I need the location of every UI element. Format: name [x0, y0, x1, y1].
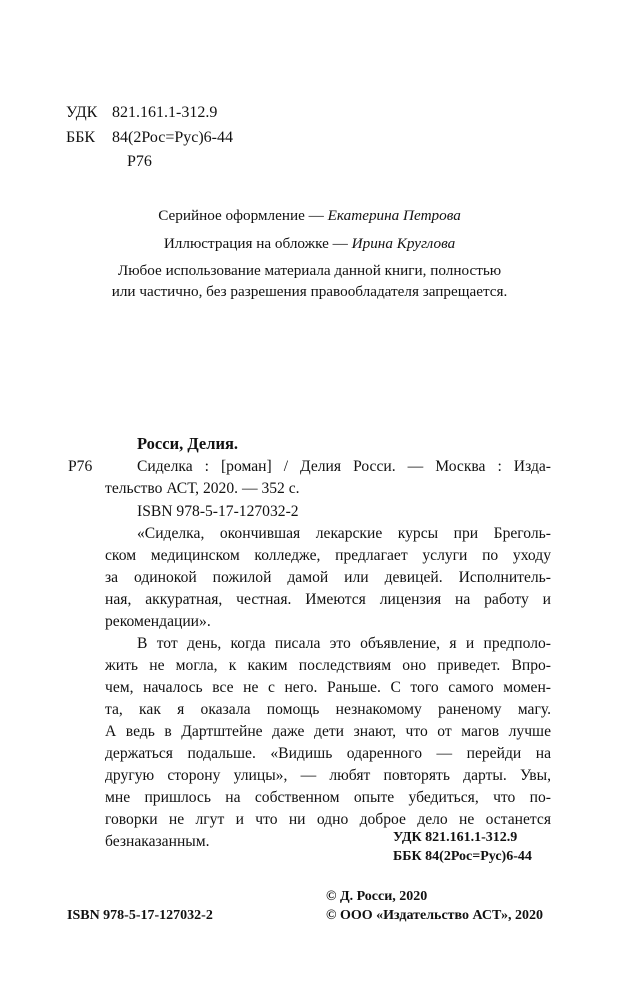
- copyright-notice-line-1: Любое использование материала данной книги, полностью: [117, 262, 502, 279]
- footer-isbn: ISBN 978-5-17-127032-2: [67, 908, 213, 923]
- bbk-line: [66, 128, 233, 148]
- udk-value: 821.161.1-312.9: [112, 104, 218, 121]
- annotation-paragraph-2: [105, 633, 551, 853]
- annotation-p1-line: рекомендации».: [105, 613, 211, 630]
- annotation-p2-line: жить не могла, к каким последствиям оно приведет. Впро-: [105, 657, 551, 674]
- catalog-author-heading: Росси, Делия.: [137, 434, 239, 453]
- annotation-p1-line: «Сиделка, окончившая лекарские курсы при Бреголь-: [137, 525, 551, 542]
- annotation-p2-line: другую сторону улицы», — любят повторять дарты. Увы,: [105, 767, 551, 784]
- catalog-author-mark: Р76: [68, 458, 93, 475]
- copyright-publisher: © ООО «Издательство АСТ», 2020: [326, 908, 544, 923]
- udk-label: УДК: [66, 104, 98, 121]
- series-design-role: Серийное оформление —: [158, 207, 328, 224]
- catalog-isbn: ISBN 978-5-17-127032-2: [137, 503, 299, 520]
- bbk-label: ББК: [66, 129, 96, 146]
- series-design-credit: [0, 207, 619, 225]
- catalog-title-block: [105, 456, 551, 500]
- annotation-p2-line: безнаказанным.: [105, 833, 210, 850]
- bbk-value: 84(2Рос=Рус)6-44: [112, 129, 234, 146]
- annotation-p1-line: ная, аккуратная, честная. Имеются лицензия на работу и: [105, 591, 551, 608]
- catalog-bbk-repeat: ББК 84(2Рос=Рус)6-44: [393, 849, 532, 864]
- copyright-author: © Д. Росси, 2020: [326, 889, 428, 904]
- udk-line: [66, 103, 217, 123]
- author-mark: Р76: [127, 153, 152, 170]
- cover-illustration-role: Иллюстрация на обложке —: [163, 235, 352, 252]
- annotation-p2-line: чем, началось все не с него. Раньше. С того самого момен-: [105, 679, 551, 696]
- catalog-title-line-2: тельство АСТ, 2020. — 352 с.: [105, 480, 300, 497]
- annotation-p2-line: та, как я оказала помощь незнакомому раненому магу.: [105, 701, 551, 718]
- annotation-p2-line: А ведь в Дартштейне даже дети знают, что от магов лучше: [105, 723, 551, 740]
- annotation-p1-line: ском медицинском колледже, предлагает услуги по уходу: [105, 547, 551, 564]
- series-design-name: Екатерина Петрова: [327, 207, 461, 224]
- catalog-udk-repeat: УДК 821.161.1-312.9: [393, 830, 518, 845]
- cover-illustration-name: Ирина Круглова: [351, 235, 456, 252]
- annotation-p1-line: за одинокой пожилой дамой или девицей. Исполнитель-: [105, 569, 551, 586]
- catalog-title-line-1: Сиделка : [роман] / Делия Росси. — Москва : Изда-: [137, 458, 551, 475]
- annotation-paragraph-1: [105, 523, 551, 633]
- annotation-p2-line: держаться подальше. «Видишь одаренного — перейди на: [105, 745, 551, 762]
- cover-illustration-credit: [0, 235, 619, 253]
- copyright-notice-line-2: или частично, без разрешения правообладателя запрещается.: [111, 283, 508, 300]
- annotation-p2-line: мне пришлось на собственном опыте убедиться, что по-: [105, 789, 551, 806]
- annotation-p2-line: говорки не лгут и что ни одно доброе дело не останется: [105, 811, 551, 828]
- annotation-p2-line: В тот день, когда писала это объявление, я и предполо-: [137, 635, 551, 652]
